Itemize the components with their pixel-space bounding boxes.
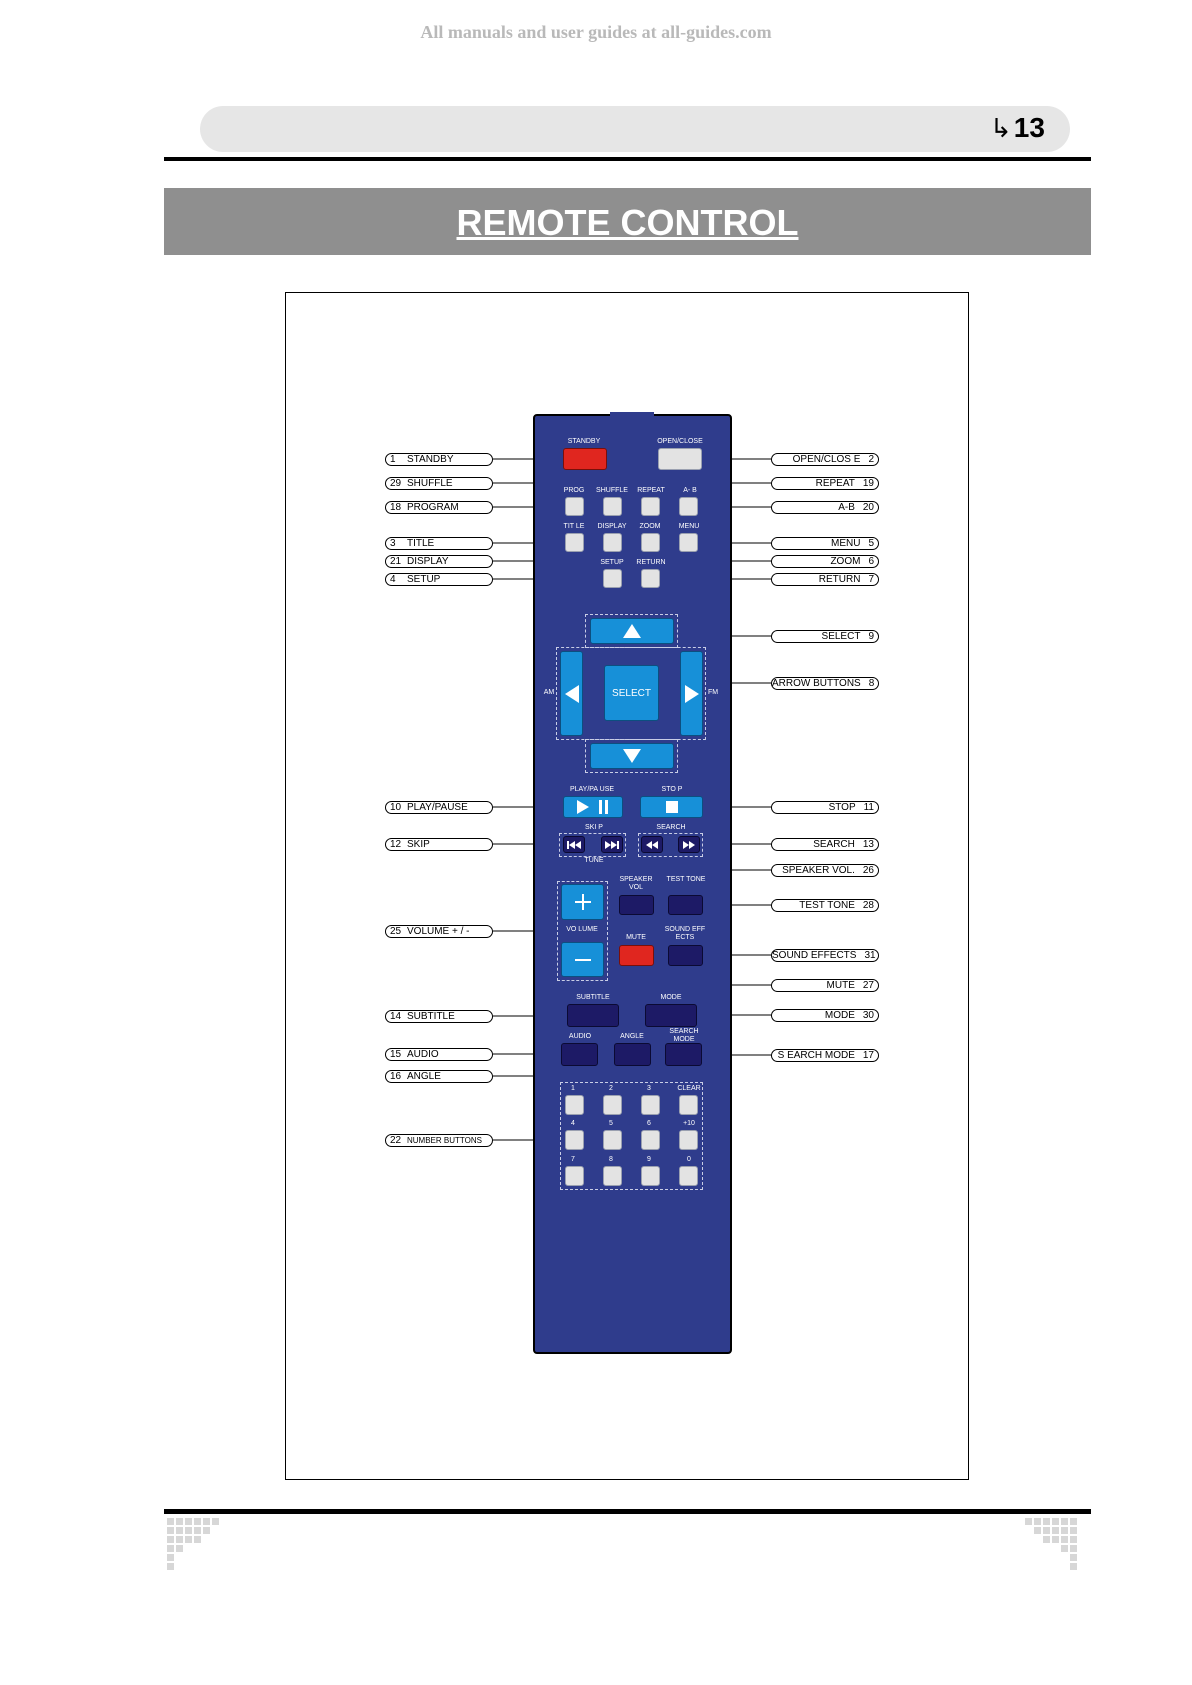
search-mode-button[interactable] [665, 1043, 702, 1066]
number-7-label: 7 [571, 1156, 575, 1163]
shuffle-label: SHUFFLE [596, 487, 628, 494]
footer-dot [203, 1518, 210, 1525]
footer-dot [1070, 1563, 1077, 1570]
footer-dot [1025, 1518, 1032, 1525]
callout-shuffle: 29 SHUFFLE [385, 477, 493, 490]
number-1-button[interactable] [565, 1095, 584, 1115]
footer-dot [1070, 1518, 1077, 1525]
return-button[interactable] [641, 569, 660, 588]
footer-dot [194, 1518, 201, 1525]
mode-button[interactable] [645, 1004, 697, 1027]
zoom-button[interactable] [641, 533, 660, 552]
play-pause-icon [575, 799, 611, 815]
test-tone-button[interactable] [668, 895, 703, 915]
callout-standby: 1 STANDBY [385, 453, 493, 466]
callout-menu: MENU 5 [771, 537, 879, 550]
open-close-button[interactable] [658, 448, 702, 470]
footer-dot [1052, 1536, 1059, 1543]
callout-ab: A-B 20 [771, 501, 879, 514]
audio-button[interactable] [561, 1043, 598, 1066]
callout-search: SEARCH 13 [771, 838, 879, 851]
callout-search-mode: S EARCH MODE 17 [771, 1049, 879, 1062]
volume-up-button[interactable] [561, 884, 604, 920]
mute-button[interactable] [619, 945, 654, 966]
callout-number-buttons: 22 NUMBER BUTTONS [385, 1134, 493, 1147]
number-8-label: 8 [609, 1156, 613, 1163]
skip-back-button[interactable] [563, 836, 585, 853]
return-label: RETURN [636, 559, 666, 566]
tune-label: TUNE [584, 857, 604, 864]
footer-dot [203, 1527, 210, 1534]
footer-dot [1043, 1536, 1050, 1543]
select-button[interactable] [604, 665, 659, 721]
ab-label: A- B [683, 487, 697, 494]
number-6-button[interactable] [641, 1130, 660, 1150]
subtitle-label: SUBTITLE [576, 994, 610, 1001]
number-7-button[interactable] [565, 1166, 584, 1186]
down-triangle-icon [622, 748, 642, 764]
footer-dot [1043, 1527, 1050, 1534]
menu-label: MENU [678, 523, 700, 530]
setup-label: SETUP [600, 559, 624, 566]
callout-repeat: REPEAT 19 [771, 477, 879, 490]
page-number-text: 13 [1013, 112, 1045, 143]
volume-label: VO LUME [566, 926, 598, 933]
footer-dot [1052, 1527, 1059, 1534]
callout-play-pause: 10 PLAY/PAUSE [385, 801, 493, 814]
footer-dot [176, 1536, 183, 1543]
search-back-button[interactable] [641, 836, 663, 853]
footer-dot [1043, 1518, 1050, 1525]
right-triangle-icon [684, 684, 700, 704]
sound-effects-button[interactable] [668, 945, 703, 966]
display-label: DISPLAY [597, 523, 627, 530]
shuffle-button[interactable] [603, 497, 622, 516]
up-triangle-icon [622, 623, 642, 639]
footer-dot [167, 1545, 174, 1552]
footer-dot [167, 1563, 174, 1570]
footer-dot [212, 1518, 219, 1525]
footer-dot [167, 1518, 174, 1525]
zoom-label: ZOOM [639, 523, 661, 530]
footer-dot [1061, 1545, 1068, 1552]
footer-dot [1070, 1536, 1077, 1543]
number-0-button[interactable] [679, 1166, 698, 1186]
callout-return: RETURN 7 [771, 573, 879, 586]
repeat-button[interactable] [641, 497, 660, 516]
am-label: AM [543, 689, 555, 696]
angle-button[interactable] [614, 1043, 651, 1066]
repeat-label: REPEAT [637, 487, 665, 494]
prog-button[interactable] [565, 497, 584, 516]
footer-dot [1034, 1518, 1041, 1525]
mute-label: MUTE [626, 934, 646, 941]
number-4-button[interactable] [565, 1130, 584, 1150]
footer-dot [1061, 1536, 1068, 1543]
left-arrow-button[interactable] [560, 651, 583, 736]
callout-test-tone: TEST TONE 28 [771, 899, 879, 912]
number-2-label: 2 [609, 1085, 613, 1092]
footer-dot [185, 1527, 192, 1534]
callout-skip: 12 SKIP [385, 838, 493, 851]
play-pause-label: PLAY/PA USE [569, 786, 615, 793]
callout-volume: 25 VOLUME + / - [385, 925, 493, 938]
setup-button[interactable] [603, 569, 622, 588]
up-arrow-button[interactable] [590, 618, 674, 644]
prog-label: PROG [563, 487, 585, 494]
number-3-label: 3 [647, 1085, 651, 1092]
callout-select: SELECT 9 [771, 630, 879, 643]
number-8-button[interactable] [603, 1166, 622, 1186]
callout-setup: 4 SETUP [385, 573, 493, 586]
footer-dot [1052, 1518, 1059, 1525]
number-0-label: 0 [687, 1156, 691, 1163]
left-triangle-icon [564, 684, 580, 704]
skip-forward-icon [605, 840, 619, 850]
title-button[interactable] [565, 533, 584, 552]
footer-dot [176, 1545, 183, 1552]
number-5-label: 5 [609, 1120, 613, 1127]
speaker-vol-button[interactable] [619, 895, 654, 915]
footer-dot [185, 1536, 192, 1543]
skip-forward-button[interactable] [601, 836, 623, 853]
footer-dot [167, 1554, 174, 1561]
speaker-vol-label: SPEAKER VOL [619, 876, 653, 891]
audio-label: AUDIO [568, 1033, 592, 1040]
footer-dot [194, 1536, 201, 1543]
callout-subtitle: 14 SUBTITLE [385, 1010, 493, 1023]
footer-dot [176, 1518, 183, 1525]
callout-audio: 15 AUDIO [385, 1048, 493, 1061]
standby-label: STANDBY [567, 438, 601, 445]
plus10-button[interactable] [679, 1130, 698, 1150]
subtitle-button[interactable] [567, 1004, 619, 1027]
display-button[interactable] [603, 533, 622, 552]
select-label: SELECT [612, 687, 651, 699]
watermark: All manuals and user guides at all-guides.com [420, 22, 772, 42]
remote-top-notch [610, 412, 654, 416]
callout-display: 21 DISPLAY [385, 555, 493, 568]
callout-title: 3 TITLE [385, 537, 493, 550]
stop-button[interactable] [640, 796, 703, 818]
callout-stop: STOP 11 [771, 801, 879, 814]
footer-dot [1070, 1554, 1077, 1561]
callout-sound-effects: SOUND EFFECTS 31 [771, 949, 879, 962]
page-arrow-icon: ↳ [990, 113, 1012, 143]
footer-dot [194, 1527, 201, 1534]
footer-rule [164, 1509, 1091, 1514]
callout-mode: MODE 30 [771, 1009, 879, 1022]
fm-label: FM [707, 689, 719, 696]
footer-dot [1034, 1527, 1041, 1534]
ab-button[interactable] [679, 497, 698, 516]
standby-button[interactable] [563, 448, 607, 470]
footer-dot [1061, 1518, 1068, 1525]
right-arrow-button[interactable] [680, 651, 703, 736]
footer-dot [1061, 1527, 1068, 1534]
callout-zoom: ZOOM 6 [771, 555, 879, 568]
number-3-button[interactable] [641, 1095, 660, 1115]
stop-icon [666, 801, 678, 813]
title-label: TIT LE [563, 523, 585, 530]
minus-icon [574, 958, 592, 962]
test-tone-label: TEST TONE [666, 876, 706, 883]
play-pause-button[interactable] [563, 796, 623, 818]
footer-dot [167, 1527, 174, 1534]
number-6-label: 6 [647, 1120, 651, 1127]
callout-arrow-buttons: ARROW BUTTONS 8 [771, 677, 879, 690]
number-4-label: 4 [571, 1120, 575, 1127]
callout-open-close: OPEN/CLOS E 2 [771, 453, 879, 466]
page-title: REMOTE CONTROL [456, 202, 799, 243]
footer-dot [176, 1527, 183, 1534]
callout-program: 18 PROGRAM [385, 501, 493, 514]
footer-dot [167, 1536, 174, 1543]
rewind-icon [645, 840, 659, 850]
number-1-label: 1 [571, 1085, 575, 1092]
down-arrow-button[interactable] [590, 743, 674, 769]
callout-mute: MUTE 27 [771, 979, 879, 992]
open-close-label: OPEN/CLOSE [657, 438, 703, 445]
footer-dot [1070, 1545, 1077, 1552]
number-5-button[interactable] [603, 1130, 622, 1150]
clear-label: CLEAR [677, 1085, 701, 1092]
mode-label: MODE [660, 994, 682, 1001]
stop-label: STO P [661, 786, 683, 793]
search-mode-label: SEARCH MODE [669, 1028, 699, 1043]
plus-icon [574, 893, 592, 911]
search-label: SEARCH [656, 824, 686, 831]
number-9-button[interactable] [641, 1166, 660, 1186]
clear-button[interactable] [679, 1095, 698, 1115]
skip-back-icon [567, 840, 581, 850]
footer-dot [1070, 1527, 1077, 1534]
sound-effects-label: SOUND EFF ECTS [664, 926, 706, 941]
number-2-button[interactable] [603, 1095, 622, 1115]
number-9-label: 9 [647, 1156, 651, 1163]
skip-label: SKI P [585, 824, 603, 831]
callout-speaker-vol: SPEAKER VOL. 26 [771, 864, 879, 877]
callout-angle: 16 ANGLE [385, 1070, 493, 1083]
plus10-label: +10 [683, 1120, 695, 1127]
footer-dot [185, 1518, 192, 1525]
angle-label: ANGLE [620, 1033, 644, 1040]
volume-down-button[interactable] [561, 942, 604, 977]
search-forward-button[interactable] [678, 836, 700, 853]
fast-forward-icon [682, 840, 696, 850]
menu-button[interactable] [679, 533, 698, 552]
